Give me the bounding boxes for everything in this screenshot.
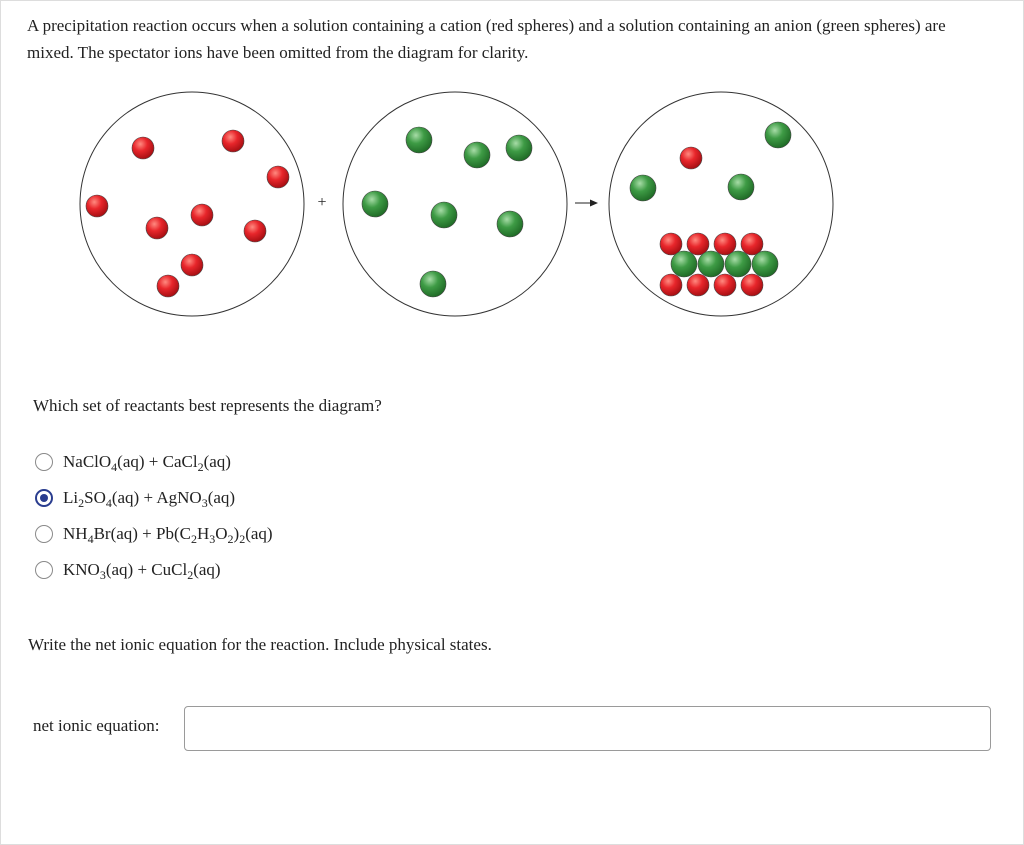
plus-sign: + xyxy=(317,194,327,211)
red-sphere xyxy=(687,274,709,296)
formula-text: Br(aq) + Pb(C xyxy=(93,524,191,543)
green-sphere xyxy=(431,202,457,228)
option-label xyxy=(63,452,231,472)
green-sphere xyxy=(728,174,754,200)
cation-solution-circle xyxy=(80,92,304,316)
reaction-arrow xyxy=(575,200,598,207)
reaction-diagram xyxy=(0,85,1024,330)
red-sphere xyxy=(714,274,736,296)
green-sphere xyxy=(362,191,388,217)
formula-subscript: 4 xyxy=(87,532,94,546)
instruction-text: Write the net ionic equation for the reaction. Include physical states. xyxy=(28,635,492,654)
red-sphere xyxy=(660,274,682,296)
option-nacl04-cacl2[interactable] xyxy=(35,444,273,480)
net-ionic-equation-input[interactable] xyxy=(184,706,991,751)
option-kno3-cucl2[interactable] xyxy=(35,552,273,588)
option-label xyxy=(63,560,221,580)
radio-button[interactable] xyxy=(35,525,53,543)
formula-subscript: 2 xyxy=(78,496,85,510)
red-sphere xyxy=(222,130,244,152)
formula-subscript: 3 xyxy=(201,496,208,510)
formula-text: (aq) xyxy=(245,524,273,543)
red-sphere xyxy=(687,233,709,255)
red-sphere xyxy=(132,137,154,159)
formula-subscript: 3 xyxy=(99,568,106,582)
formula-text: (aq) + CaCl xyxy=(117,452,198,471)
formula-text: NH xyxy=(63,524,88,543)
radio-button[interactable] xyxy=(35,453,53,471)
green-sphere xyxy=(420,271,446,297)
option-li2so4-agno3[interactable] xyxy=(35,480,273,516)
formula-text: O xyxy=(215,524,228,543)
formula-subscript: 2 xyxy=(190,532,197,546)
answer-label: net ionic equation: xyxy=(33,716,160,735)
option-label xyxy=(63,488,235,508)
green-sphere xyxy=(497,211,523,237)
red-sphere xyxy=(741,233,763,255)
formula-subscript: 3 xyxy=(209,532,216,546)
red-sphere xyxy=(157,275,179,297)
formula-text: ) xyxy=(233,524,240,543)
red-sphere xyxy=(660,233,682,255)
formula-subscript: 4 xyxy=(105,496,112,510)
green-sphere xyxy=(752,251,778,277)
formula-text: (aq) + CuCl xyxy=(105,560,188,579)
reactant-options xyxy=(35,444,273,588)
formula-text: SO xyxy=(84,488,106,507)
formula-subscript: 4 xyxy=(111,460,118,474)
formula-subscript: 2 xyxy=(197,460,204,474)
radio-button[interactable] xyxy=(35,489,53,507)
red-sphere xyxy=(181,254,203,276)
formula-subscript: 2 xyxy=(239,532,246,546)
formula-text: H xyxy=(196,524,210,543)
green-sphere xyxy=(630,175,656,201)
radio-button[interactable] xyxy=(35,561,53,579)
formula-text: (aq) xyxy=(193,560,221,579)
formula-subscript: 2 xyxy=(227,532,234,546)
green-sphere xyxy=(464,142,490,168)
formula-text: NaClO xyxy=(63,452,112,471)
option-nh4br-pb-acetate[interactable] xyxy=(35,516,273,552)
red-sphere xyxy=(244,220,266,242)
red-sphere xyxy=(680,147,702,169)
green-sphere xyxy=(698,251,724,277)
formula-subscript: 2 xyxy=(187,568,194,582)
formula-text: (aq) xyxy=(203,452,231,471)
red-sphere xyxy=(146,217,168,239)
green-sphere xyxy=(725,251,751,277)
formula-text: Li xyxy=(63,488,79,507)
green-sphere xyxy=(671,251,697,277)
green-sphere xyxy=(406,127,432,153)
problem-statement: A precipitation reaction occurs when a solution containing a cation (red spheres) and a solution containing an anion (green spheres) are mixed. The spectator ions have been omitted from the diagram for clarity. xyxy=(27,16,946,62)
red-sphere xyxy=(191,204,213,226)
red-sphere xyxy=(714,233,736,255)
green-sphere xyxy=(765,122,791,148)
red-sphere xyxy=(267,166,289,188)
green-sphere xyxy=(506,135,532,161)
formula-text: KNO xyxy=(63,560,100,579)
red-sphere xyxy=(86,195,108,217)
formula-text: (aq) + AgNO xyxy=(111,488,202,507)
formula-text: (aq) xyxy=(207,488,236,507)
question-text: Which set of reactants best represents the diagram? xyxy=(33,396,382,415)
precipitate-cluster xyxy=(660,233,778,296)
red-sphere xyxy=(741,274,763,296)
option-label xyxy=(63,524,273,544)
